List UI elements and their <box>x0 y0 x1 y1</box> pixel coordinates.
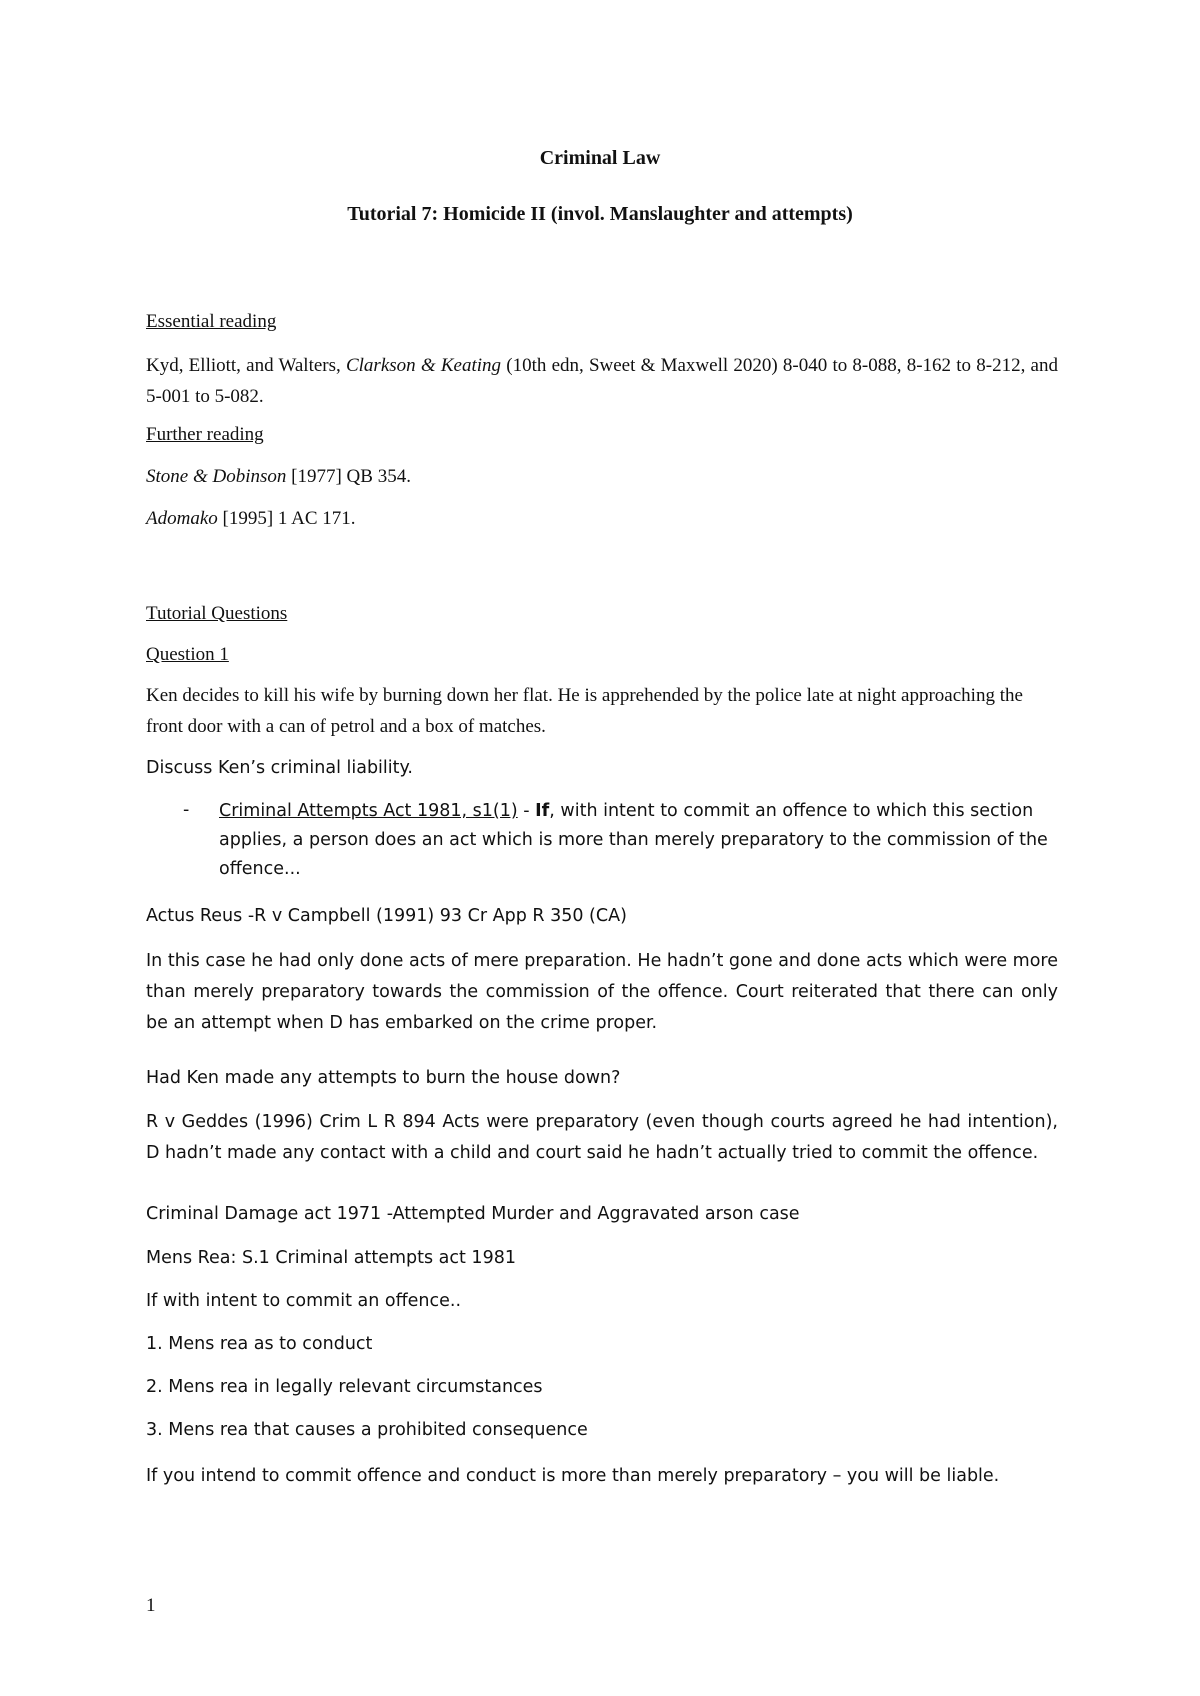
question-1-heading: Question 1 <box>146 644 229 665</box>
case-name: Adomako <box>146 508 218 529</box>
page-number: 1 <box>146 1595 156 1616</box>
intent-line: If with intent to commit an offence.. <box>146 1291 462 1311</box>
further-reading-heading: Further reading <box>146 424 264 445</box>
case-citation: [1977] QB 354. <box>286 466 411 487</box>
tutorial-questions-heading: Tutorial Questions <box>146 603 288 624</box>
case-name: Stone & Dobinson <box>146 466 287 487</box>
mens-rea-line: Mens Rea: S.1 Criminal attempts act 1981 <box>146 1248 516 1268</box>
criminal-damage-line: Criminal Damage act 1971 -Attempted Murder and Aggravated arson case <box>146 1204 800 1224</box>
essential-reading-rest: (10th edn, Sweet & Maxwell 2020) 8-040 to 8-088, 8-162 to 8-212, and 5-001 to 5-082. <box>146 355 1058 407</box>
essential-reading-authors: Kyd, Elliott, and Walters, <box>146 355 346 376</box>
bullet-dash: - <box>183 800 190 820</box>
conclusion-line: If you intend to commit offence and conduct is more than merely preparatory – you will be liable. <box>146 1466 1000 1486</box>
statute-lead: If <box>535 801 550 821</box>
case-citation: [1995] 1 AC 171. <box>217 508 356 529</box>
essential-reading-text <box>146 350 1058 412</box>
essential-reading-heading: Essential reading <box>146 311 277 332</box>
document-title: Criminal Law <box>539 147 661 169</box>
essential-reading-book: Clarkson & Keating <box>345 355 502 376</box>
statute-text: , with intent to commit an offence to which this section applies, a person does an act which is more than merely preparatory to the commission of the offence... <box>219 801 1048 879</box>
further-reading-item <box>146 466 411 488</box>
statute-separator: - <box>517 801 536 821</box>
mens-rea-point: 2. Mens rea in legally relevant circumstances <box>146 1377 543 1397</box>
actus-reus-line: Actus Reus -R v Campbell (1991) 93 Cr App R 350 (CA) <box>146 906 627 926</box>
document-subtitle: Tutorial 7: Homicide II (invol. Manslaughter and attempts) <box>347 203 853 225</box>
question-ken-line: Had Ken made any attempts to burn the house down? <box>146 1068 621 1088</box>
geddes-note: R v Geddes (1996) Crim L R 894 Acts were preparatory (even though courts agreed he had intention), D hadn’t made any contact with a child and court said he hadn’t actually tried to commit the offence. <box>146 1112 1058 1163</box>
question-1-prompt: Discuss Ken’s criminal liability. <box>146 758 413 778</box>
campbell-note: In this case he had only done acts of mere preparation. He hadn’t gone and done acts which were more than merely preparatory towards the commission of the offence. Court reiterated that there can only be an attempt when D has embarked on the crime proper. <box>146 951 1058 1033</box>
mens-rea-point: 1. Mens rea as to conduct <box>146 1334 373 1354</box>
question-1-text: Ken decides to kill his wife by burning down her flat. He is apprehended by the police late at night approaching the front door with a can of petrol and a box of matches. <box>146 685 1023 737</box>
mens-rea-point: 3. Mens rea that causes a prohibited consequence <box>146 1420 588 1440</box>
statute-bullet <box>219 797 1059 884</box>
statute-reference: Criminal Attempts Act 1981, s1(1) <box>219 801 518 821</box>
further-reading-item <box>146 508 356 530</box>
